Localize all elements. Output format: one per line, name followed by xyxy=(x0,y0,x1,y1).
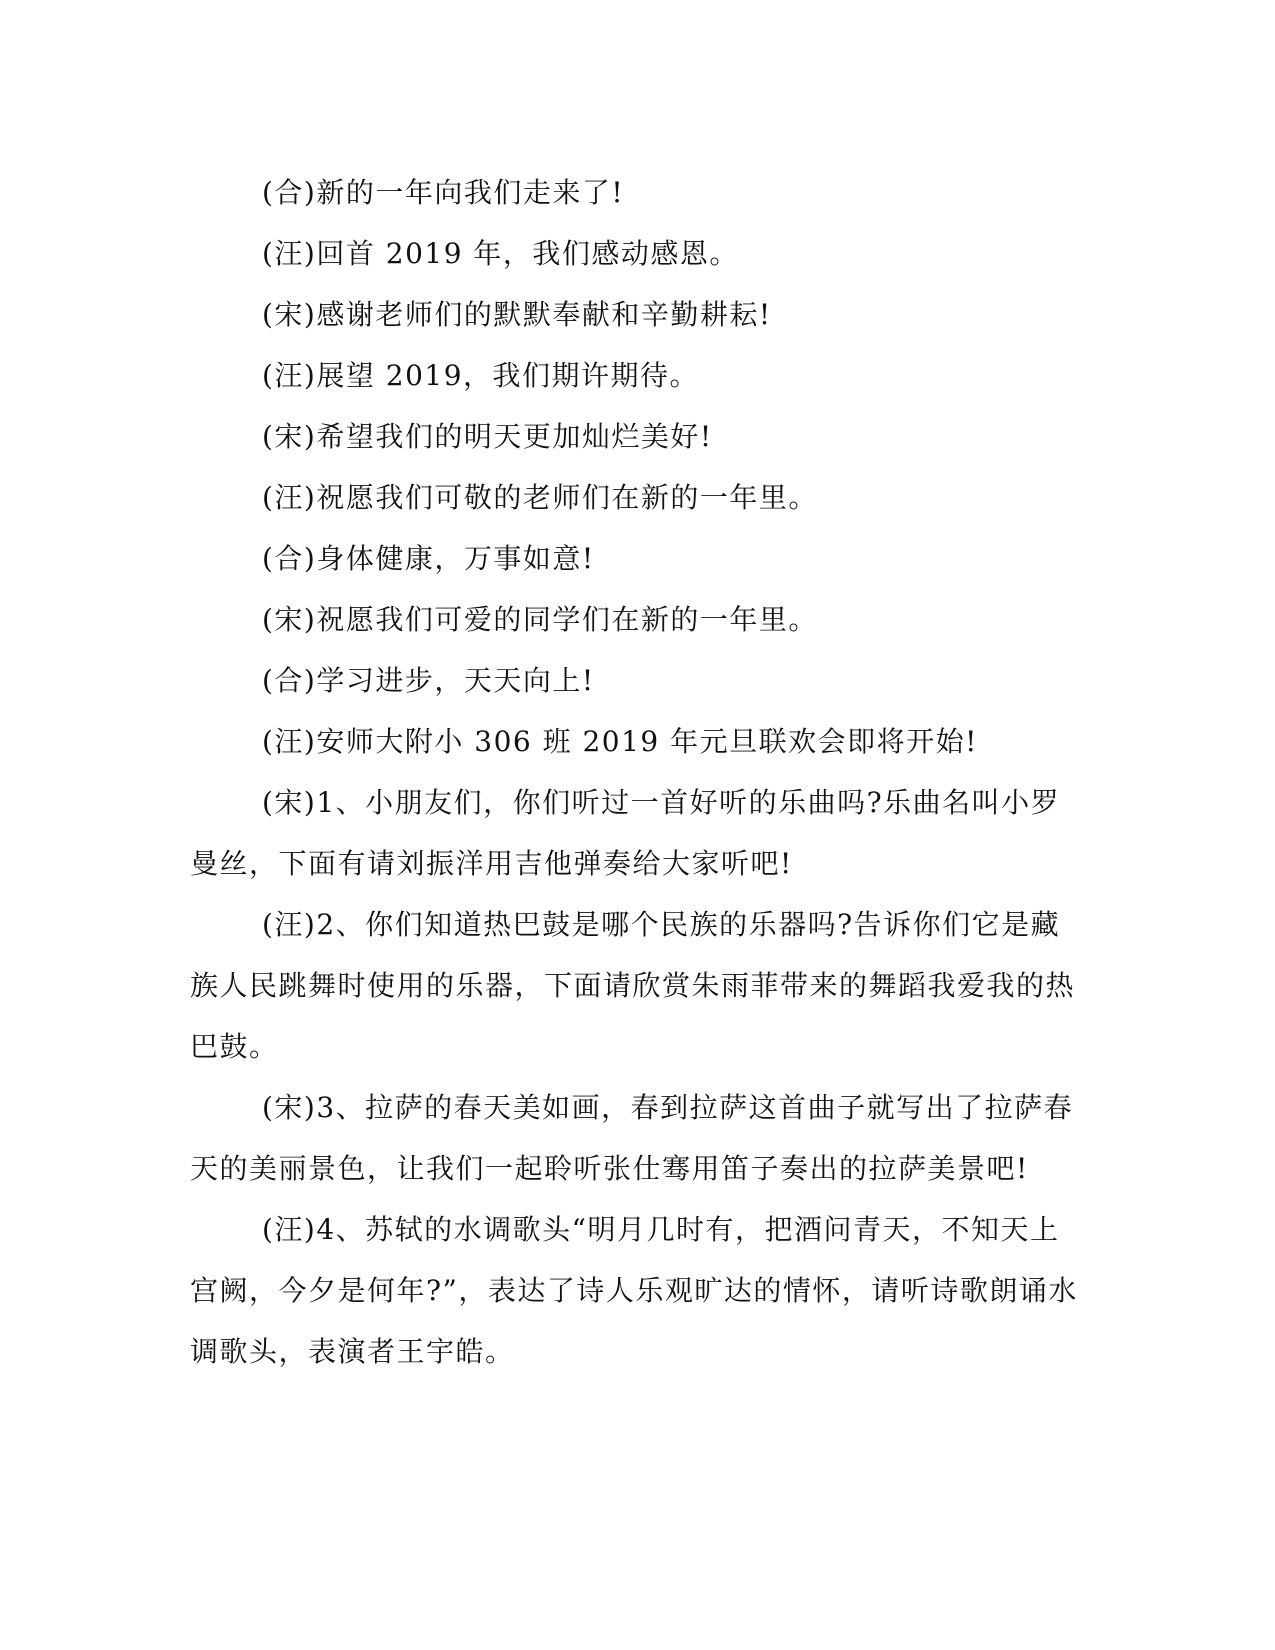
paragraph: (汪)安师大附小 306 班 2019 年元旦联欢会即将开始! xyxy=(262,725,978,758)
paragraph: (宋)3、拉萨的春天美如画，春到拉萨这首曲子就写出了拉萨春天的美丽景色，让我们一起聆听张仕骞用笛子奏出的拉萨美景吧! xyxy=(190,1091,1074,1185)
paragraph: (汪)展望 2019，我们期许期待。 xyxy=(262,359,700,392)
paragraph: (合)新的一年向我们走来了! xyxy=(262,176,625,209)
paragraph: (宋)1、小朋友们，你们听过一首好听的乐曲吗?乐曲名叫小罗曼丝，下面有请刘振洋用吉他弹奏给大家听吧! xyxy=(190,786,1061,880)
paragraph: (宋)希望我们的明天更加灿烂美好! xyxy=(262,420,713,453)
paragraph: (合)身体健康，万事如意! xyxy=(262,542,595,575)
paragraph: (汪)2、你们知道热巴鼓是哪个民族的乐器吗?告诉你们它是藏族人民跳舞时使用的乐器，下面请欣赏朱雨菲带来的舞蹈我爱我的热巴鼓。 xyxy=(190,908,1076,1063)
document-body xyxy=(190,162,1080,1382)
paragraph: (合)学习进步，天天向上! xyxy=(262,664,595,697)
paragraph: (汪)回首 2019 年，我们感动感恩。 xyxy=(262,237,739,270)
paragraph: (汪)祝愿我们可敬的老师们在新的一年里。 xyxy=(262,481,818,514)
paragraph: (宋)祝愿我们可爱的同学们在新的一年里。 xyxy=(262,603,818,636)
paragraph: (宋)感谢老师们的默默奉献和辛勤耕耘! xyxy=(262,298,772,331)
paragraph: (汪)4、苏轼的水调歌头“明月几时有，把酒问青天，不知天上宫阙，今夕是何年?”，表达了诗人乐观旷达的情怀，请听诗歌朗诵水调歌头，表演者王宇皓。 xyxy=(190,1213,1078,1368)
